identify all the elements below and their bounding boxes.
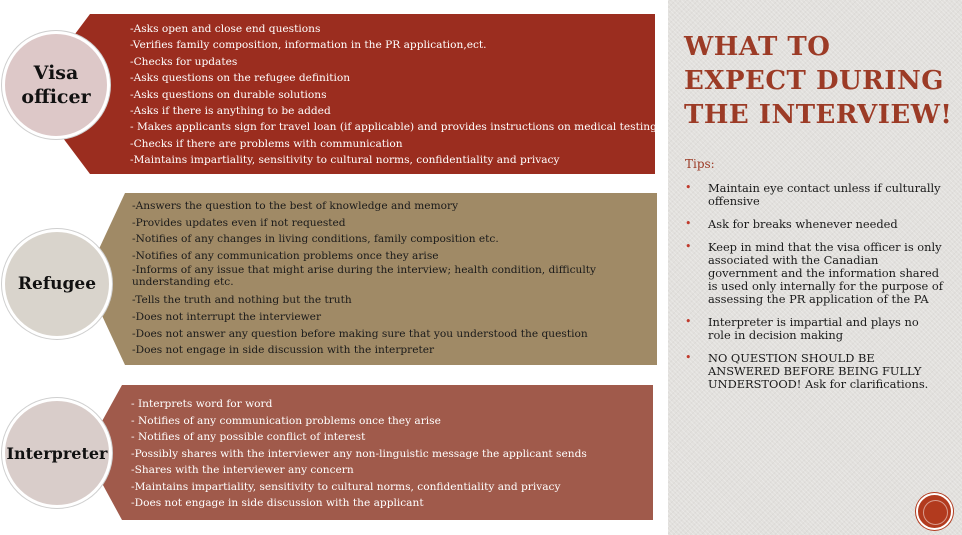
- duty-item: - Makes applicants sign for travel loan (if applicable) and provides instructions on medical testing: [130, 121, 657, 134]
- duty-item: -Maintains impartiality, sensitivity to cultural norms, confidentiality and privacy: [130, 154, 560, 167]
- tip-text: Keep in mind that the visa officer is only associated with the Canadian government and the information shared is used only internally for the purpose of assessing the PR application of the PA: [708, 240, 943, 306]
- visa-officer-circle: [2, 31, 110, 139]
- duty-item: -Asks questions on the refugee definition: [130, 72, 351, 85]
- tips-list: [685, 182, 943, 401]
- duty-item: -Informs of any issue that might arise during the interview; health condition, difficulty understanding etc.: [132, 264, 596, 289]
- duty-item: -Checks if there are problems with communication: [130, 137, 403, 150]
- duty-item: -Maintains impartiality, sensitivity to cultural norms, confidentiality and privacy: [131, 480, 561, 493]
- duty-item: -Asks questions on durable solutions: [130, 88, 327, 101]
- visa-officer-label-line2: officer: [21, 86, 91, 108]
- interpreter-circle: [2, 398, 112, 508]
- tip-item: [685, 316, 943, 342]
- visa-officer-duties: [130, 21, 657, 169]
- duty-item: -Does not engage in side discussion with the interpreter: [132, 344, 435, 357]
- tip-item: [685, 241, 943, 306]
- bullet-icon: •: [685, 315, 692, 328]
- refugee-label: Refugee: [17, 274, 97, 294]
- duty-item: -Answers the question to the best of knowledge and memory: [132, 200, 459, 212]
- duty-item: - Notifies of any possible conflict of interest: [131, 431, 366, 443]
- bullet-icon: •: [685, 217, 692, 230]
- tip-text: Ask for breaks whenever needed: [708, 217, 898, 231]
- interpreter-label: Interpreter: [6, 443, 108, 463]
- duty-item: -Shares with the interviewer any concern: [131, 464, 354, 476]
- duty-item: -Asks open and close end questions: [130, 23, 321, 35]
- tip-text: NO QUESTION SHOULD BE ANSWERED BEFORE BEING FULLY UNDERSTOOD! Ask for clarifications.: [708, 351, 929, 391]
- bullet-icon: •: [685, 240, 692, 253]
- duty-item: -Notifies of any changes in living conditions, family composition etc.: [132, 233, 499, 246]
- duty-item: - Interprets word for word: [131, 398, 273, 410]
- duty-item: -Asks if there is anything to be added: [130, 105, 331, 118]
- duty-item: -Provides updates even if not requested: [132, 216, 346, 229]
- duty-item: -Does not answer any question before making sure that you understood the question: [132, 327, 588, 340]
- bullet-icon: •: [685, 351, 692, 364]
- duty-item: - Notifies of any communication problems once they arise: [131, 414, 441, 427]
- tip-item: [685, 182, 943, 208]
- duty-item: -Verifies family composition, information in the PR application,ect.: [130, 39, 487, 52]
- interpreter-duties: [131, 396, 587, 512]
- visa-officer-label-line1: Visa: [33, 62, 79, 84]
- duty-item: -Notifies of any communication problems once they arise: [132, 249, 439, 262]
- tip-text: Interpreter is impartial and plays no role in decision making: [708, 315, 919, 342]
- duty-item: -Possibly shares with the interviewer any non-linguistic message the applicant sends: [131, 447, 587, 460]
- tips-label: Tips:: [685, 157, 715, 171]
- duty-item: -Does not interrupt the interviewer: [132, 310, 322, 323]
- refugee-duties: [132, 198, 654, 359]
- refugee-circle: [2, 229, 112, 339]
- duty-item: -Does not engage in side discussion with the applicant: [131, 497, 424, 509]
- duty-item: -Tells the truth and nothing but the truth: [132, 294, 352, 307]
- duty-item: -Checks for updates: [130, 55, 238, 68]
- slide-title: WHAT TO EXPECT DURING THE INTERVIEW!: [684, 32, 953, 130]
- slide-nav-circle-button[interactable]: [916, 493, 953, 530]
- bullet-icon: •: [685, 181, 692, 194]
- tip-item: [685, 218, 943, 231]
- tip-text: Maintain eye contact unless if culturally offensive: [708, 181, 941, 208]
- tip-item: [685, 352, 943, 391]
